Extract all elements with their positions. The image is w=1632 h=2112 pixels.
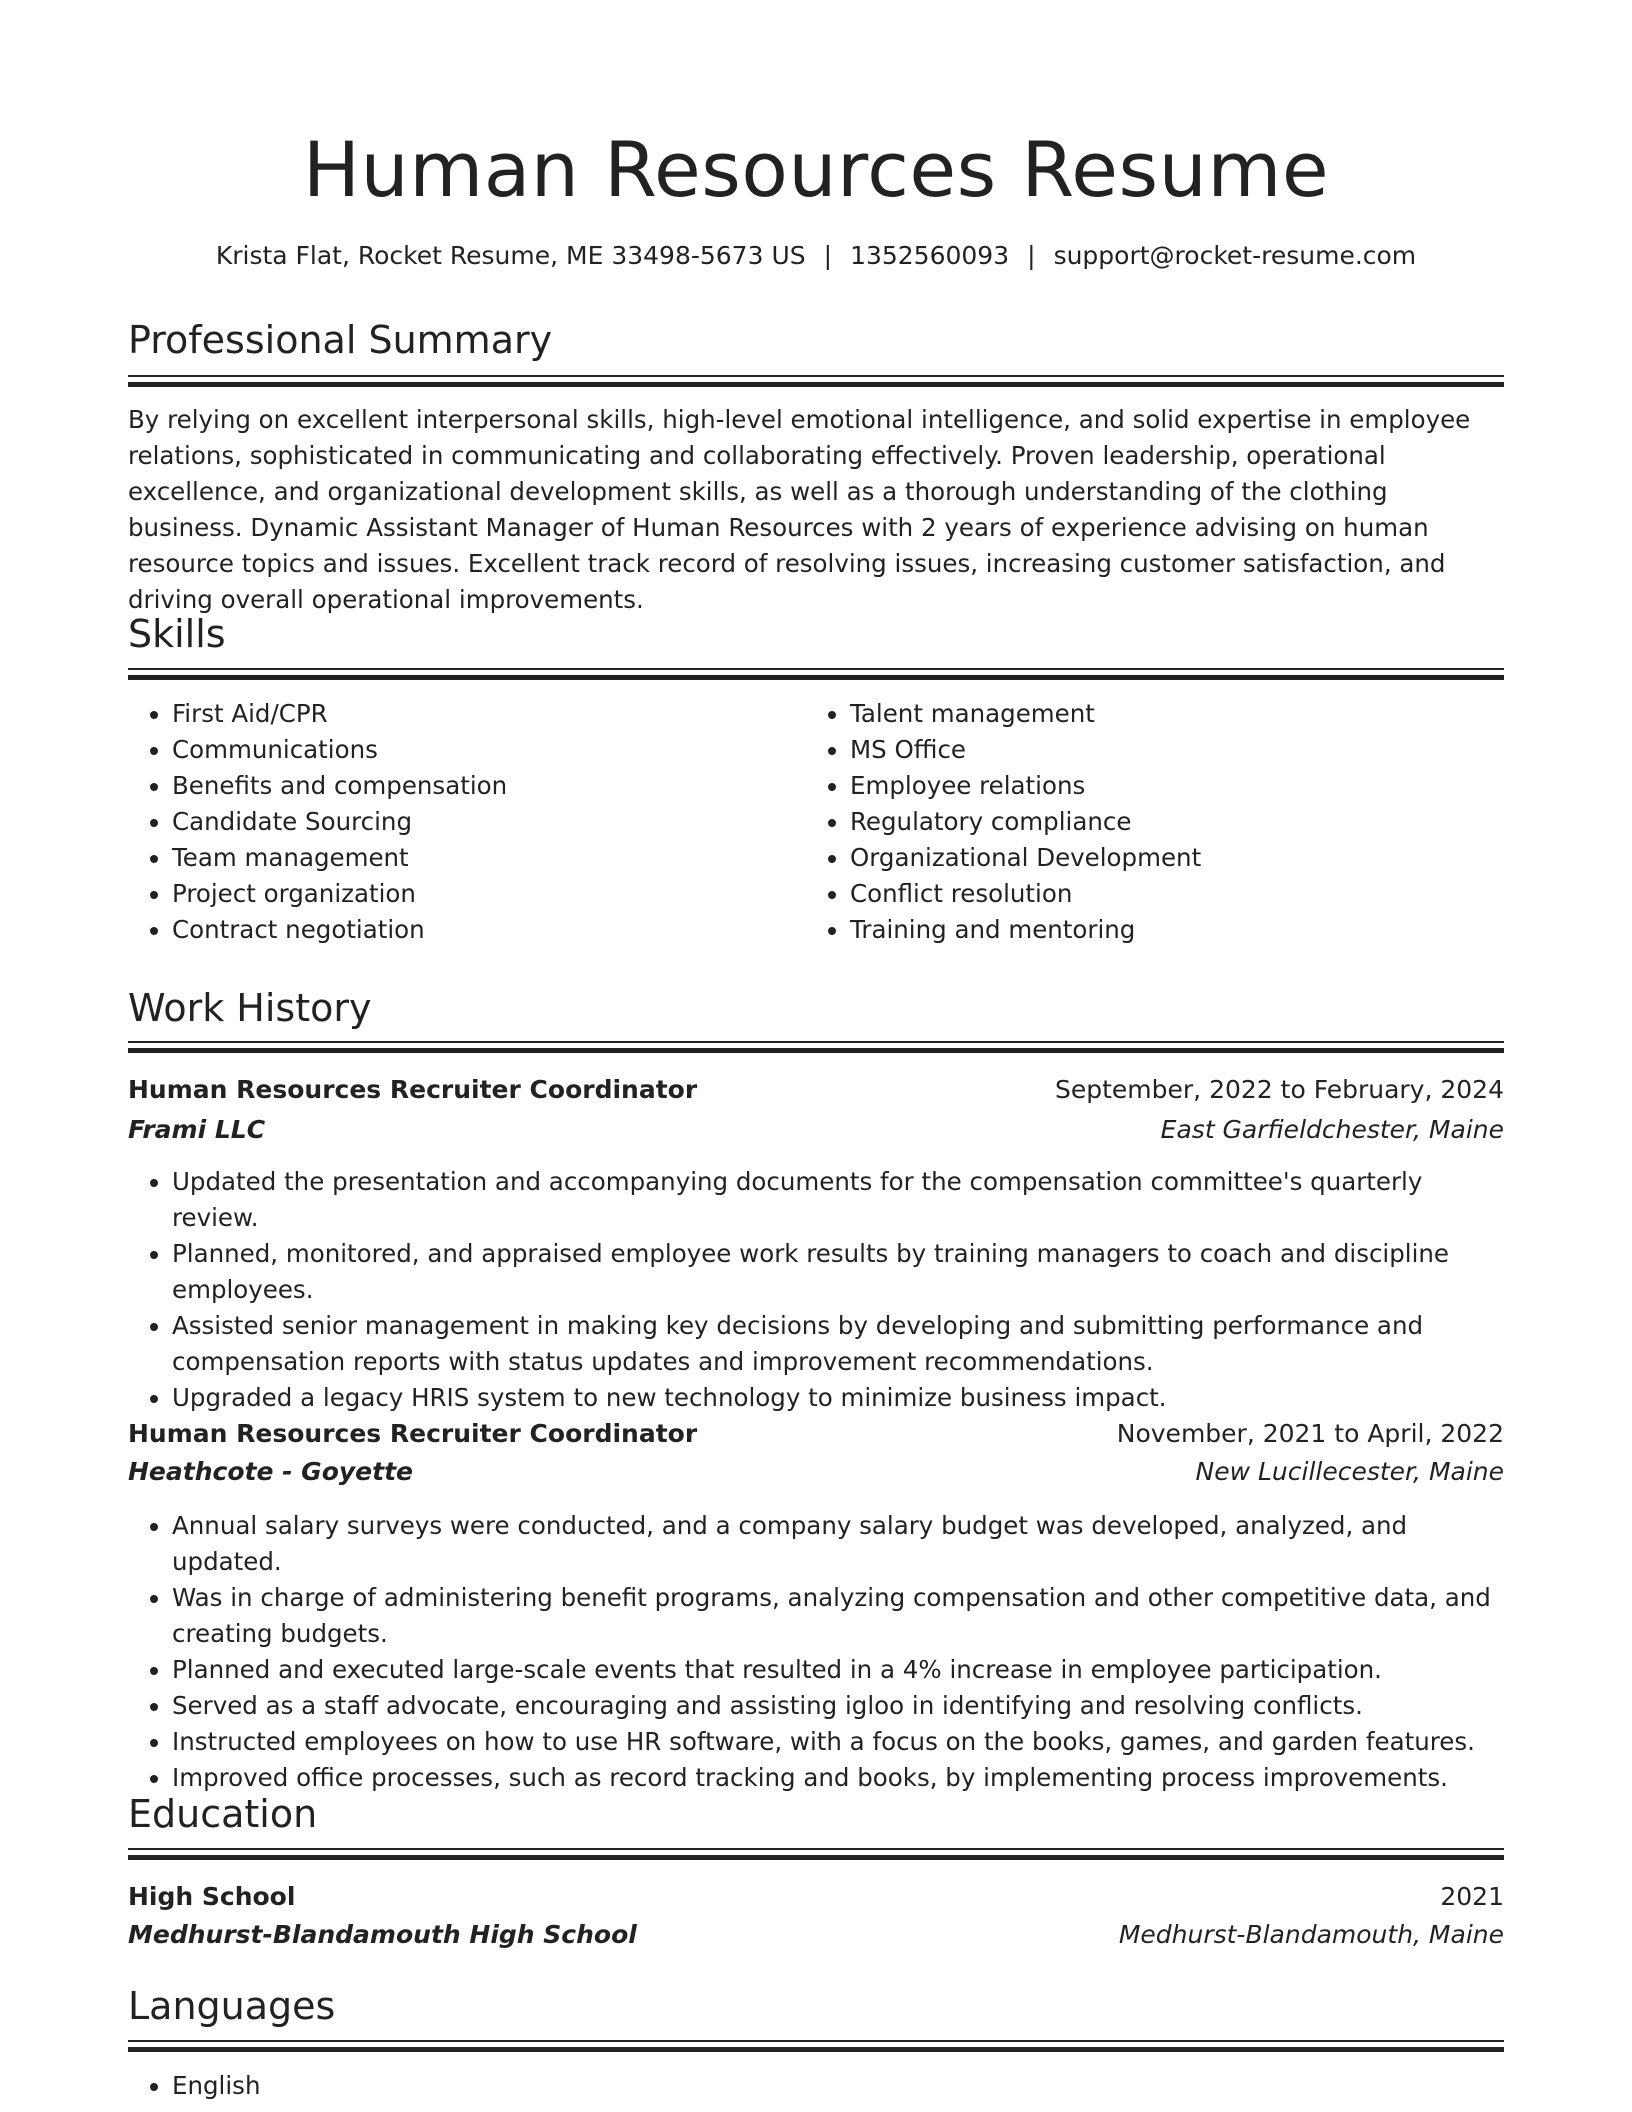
summary-heading: Professional Summary [128, 318, 553, 362]
skill-item: • Candidate Sourcing [172, 804, 792, 840]
job-location: New Lucillecester, Maine [1195, 1457, 1504, 1486]
education-location: Medhurst-Blandamouth, Maine [1118, 1920, 1504, 1949]
summary-text: By relying on excellent interpersonal skills, high-level emotional intelligence, and solid expertise in employee relations, sophisticated in communicating and collaborating effectively. Proven leadership, operational excellence, and organizational development skills, as well as a thorough understanding of the clothing business. Dynamic Assistant Manager of Human Resources with 2 years of experience advising on human resource topics and issues. Excellent track record of resolving issues, increasing customer satisfaction, and driving overall operational improvements. [128, 405, 1471, 614]
job-title: Human Resources Recruiter Coordinator [128, 1419, 698, 1448]
languages-list [128, 2068, 772, 2104]
job-company: Heathcote - Goyette [128, 1457, 413, 1486]
skill-item: • Project organization [172, 876, 792, 912]
education-degree: High School [128, 1882, 296, 1911]
contact-separator: | [823, 241, 833, 270]
work-heading: Work History [128, 986, 372, 1030]
job-bullet: • Upgraded a legacy HRIS system to new technology to minimize business impact. [172, 1380, 1504, 1416]
skill-item: • Conflict resolution [850, 876, 1500, 912]
contact-email: support@rocket-resume.com [1053, 241, 1417, 270]
languages-heading: Languages [128, 1984, 336, 2028]
section-divider [128, 1848, 1504, 1860]
job-bullet: • Improved office processes, such as record tracking and books, by implementing process improvements. [172, 1760, 1504, 1796]
skill-item: • Training and mentoring [850, 912, 1500, 948]
job-bullet: • Planned, monitored, and appraised employee work results by training managers to coach and discipline employees. [172, 1236, 1504, 1308]
section-divider [128, 375, 1504, 387]
job-bullet: • Assisted senior management in making key decisions by developing and submitting performance and compensation reports with status updates and improvement recommendations. [172, 1308, 1504, 1380]
skill-item: • Contract negotiation [172, 912, 792, 948]
education-heading: Education [128, 1792, 318, 1836]
section-divider [128, 2040, 1504, 2052]
job-subheader [128, 1110, 1504, 1150]
skills-heading: Skills [128, 612, 226, 656]
contact-line [128, 238, 1504, 274]
skill-item: • Organizational Development [850, 840, 1500, 876]
skill-item: • Employee relations [850, 768, 1500, 804]
skills-list-left [128, 696, 792, 948]
education-header [128, 1877, 1504, 1917]
job-header [128, 1414, 1504, 1454]
section-divider [128, 668, 1504, 680]
education-subheader [128, 1915, 1504, 1955]
skill-item: • Benefits and compensation [172, 768, 792, 804]
language-item: • English [172, 2068, 772, 2104]
job-bullet: • Annual salary surveys were conducted, and a company salary budget was developed, analyzed, and updated. [172, 1508, 1504, 1580]
job-bullet: • Updated the presentation and accompanying documents for the compensation committee's quarterly review. [172, 1164, 1504, 1236]
resume-title: Human Resources Resume [302, 125, 1330, 214]
skill-item: • Talent management [850, 696, 1500, 732]
job-location: East Garfieldchester, Maine [1160, 1115, 1504, 1144]
job-bullet: • Instructed employees on how to use HR software, with a focus on the books, games, and garden features. [172, 1724, 1504, 1760]
job-dates: November, 2021 to April, 2022 [1116, 1419, 1504, 1448]
job-title: Human Resources Recruiter Coordinator [128, 1075, 698, 1104]
contact-phone: 1352560093 [850, 241, 1010, 270]
job-bullet: • Served as a staff advocate, encouraging and assisting igloo in identifying and resolving conflicts. [172, 1688, 1504, 1724]
job-bullet: • Was in charge of administering benefit programs, analyzing compensation and other competitive data, and creating budgets. [172, 1580, 1504, 1652]
skill-item: • Communications [172, 732, 792, 768]
education-school: Medhurst-Blandamouth High School [128, 1920, 637, 1949]
job-dates: September, 2022 to February, 2024 [1055, 1075, 1504, 1104]
job-bullet: • Planned and executed large-scale events that resulted in a 4% increase in employee participation. [172, 1652, 1504, 1688]
skill-item: • First Aid/CPR [172, 696, 792, 732]
job-bullets [128, 1508, 1504, 1796]
skill-item: • MS Office [850, 732, 1500, 768]
contact-address: Krista Flat, Rocket Resume, ME 33498-5673 US [215, 241, 806, 270]
skill-item: • Team management [172, 840, 792, 876]
contact-separator: | [1027, 241, 1036, 270]
job-header [128, 1070, 1504, 1110]
job-bullets [128, 1164, 1504, 1416]
education-year: 2021 [1440, 1882, 1504, 1911]
skill-item: • Regulatory compliance [850, 804, 1500, 840]
skills-list-right [806, 696, 1500, 948]
section-divider [128, 1041, 1504, 1053]
job-subheader [128, 1452, 1504, 1492]
job-company: Frami LLC [128, 1115, 266, 1144]
